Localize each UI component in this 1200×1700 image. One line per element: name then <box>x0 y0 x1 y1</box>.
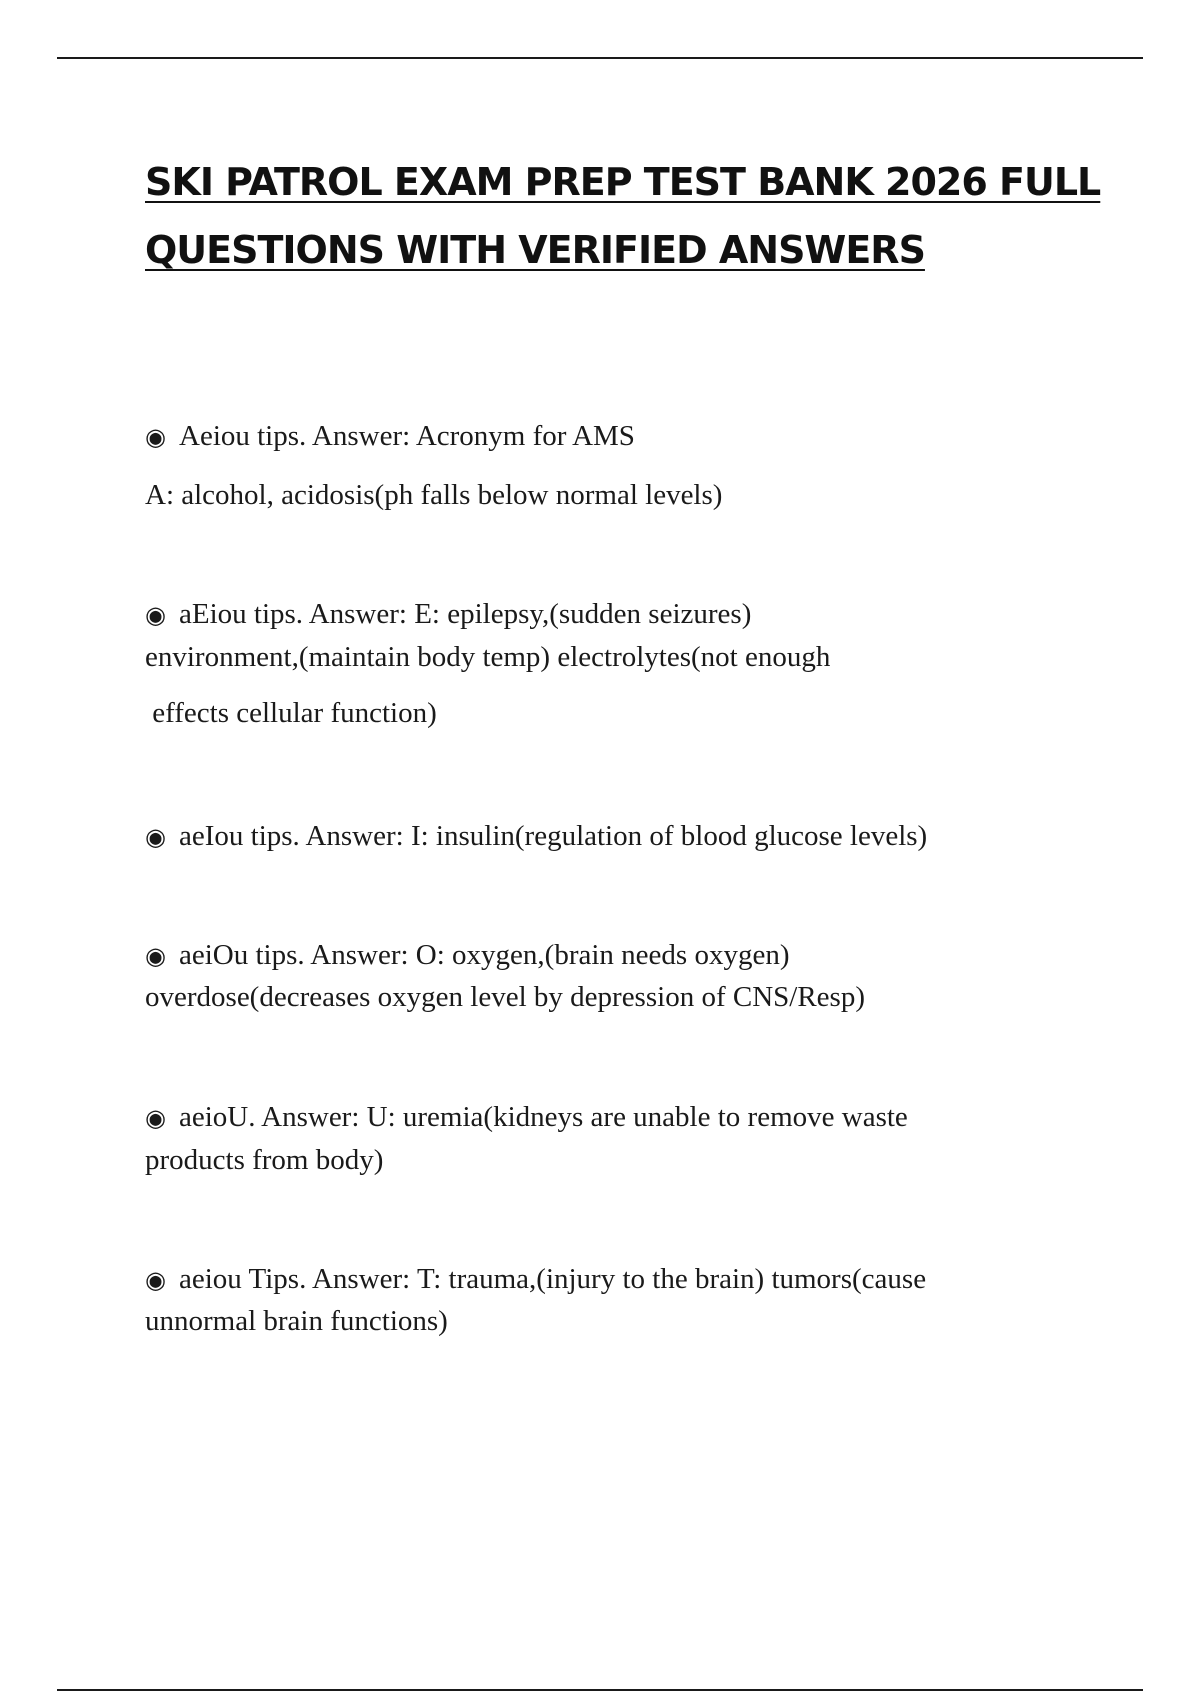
entry-text: aEiou tips. Answer: E: epilepsy,(sudden seizures) <box>179 598 752 630</box>
title-line-2: QUESTIONS WITH VERIFIED ANSWERS <box>145 228 925 272</box>
entry-line <box>145 1097 1095 1138</box>
qa-entry-t <box>145 1259 1095 1342</box>
entry-line <box>145 416 1095 457</box>
qa-entry-a <box>145 416 1095 515</box>
entry-text: aeIou tips. Answer: I: insulin(regulation of blood glucose levels) <box>179 820 928 852</box>
title-line-1: SKI PATROL EXAM PREP TEST BANK 2026 FULL <box>145 160 1101 204</box>
entry-text: aeiOu tips. Answer: O: oxygen,(brain needs oxygen) <box>179 939 790 971</box>
qa-entry-u <box>145 1097 1095 1182</box>
entry-line <box>145 1259 1095 1300</box>
entry-text: Aeiou tips. Answer: Acronym for AMS <box>179 420 635 452</box>
page-title <box>145 148 1101 284</box>
entry-text: aeioU. Answer: U: uremia(kidneys are unable to remove waste <box>179 1101 908 1133</box>
qa-entry-e <box>145 594 1095 733</box>
bullet-icon: ◉ <box>145 601 166 629</box>
entry-line <box>145 816 1095 857</box>
entry-line <box>145 594 1095 635</box>
entry-line: overdose(decreases oxygen level by depression of CNS/Resp) <box>145 981 865 1013</box>
bottom-rule <box>57 1689 1143 1691</box>
qa-entry-i <box>145 816 1095 857</box>
qa-entry-o <box>145 935 1095 1018</box>
bullet-icon: ◉ <box>145 423 166 451</box>
entry-line: effects cellular function) <box>145 697 437 729</box>
bullet-icon: ◉ <box>145 1104 166 1132</box>
entry-line: unnormal brain functions) <box>145 1305 448 1337</box>
entry-line: A: alcohol, acidosis(ph falls below normal levels) <box>145 479 723 511</box>
entry-line: products from body) <box>145 1144 384 1176</box>
bullet-icon: ◉ <box>145 1266 166 1294</box>
bullet-icon: ◉ <box>145 823 166 851</box>
top-rule <box>57 57 1143 59</box>
entry-line: environment,(maintain body temp) electrolytes(not enough <box>145 641 831 673</box>
bullet-icon: ◉ <box>145 942 166 970</box>
entry-line <box>145 935 1095 976</box>
entry-text: aeiou Tips. Answer: T: trauma,(injury to the brain) tumors(cause <box>179 1263 927 1295</box>
